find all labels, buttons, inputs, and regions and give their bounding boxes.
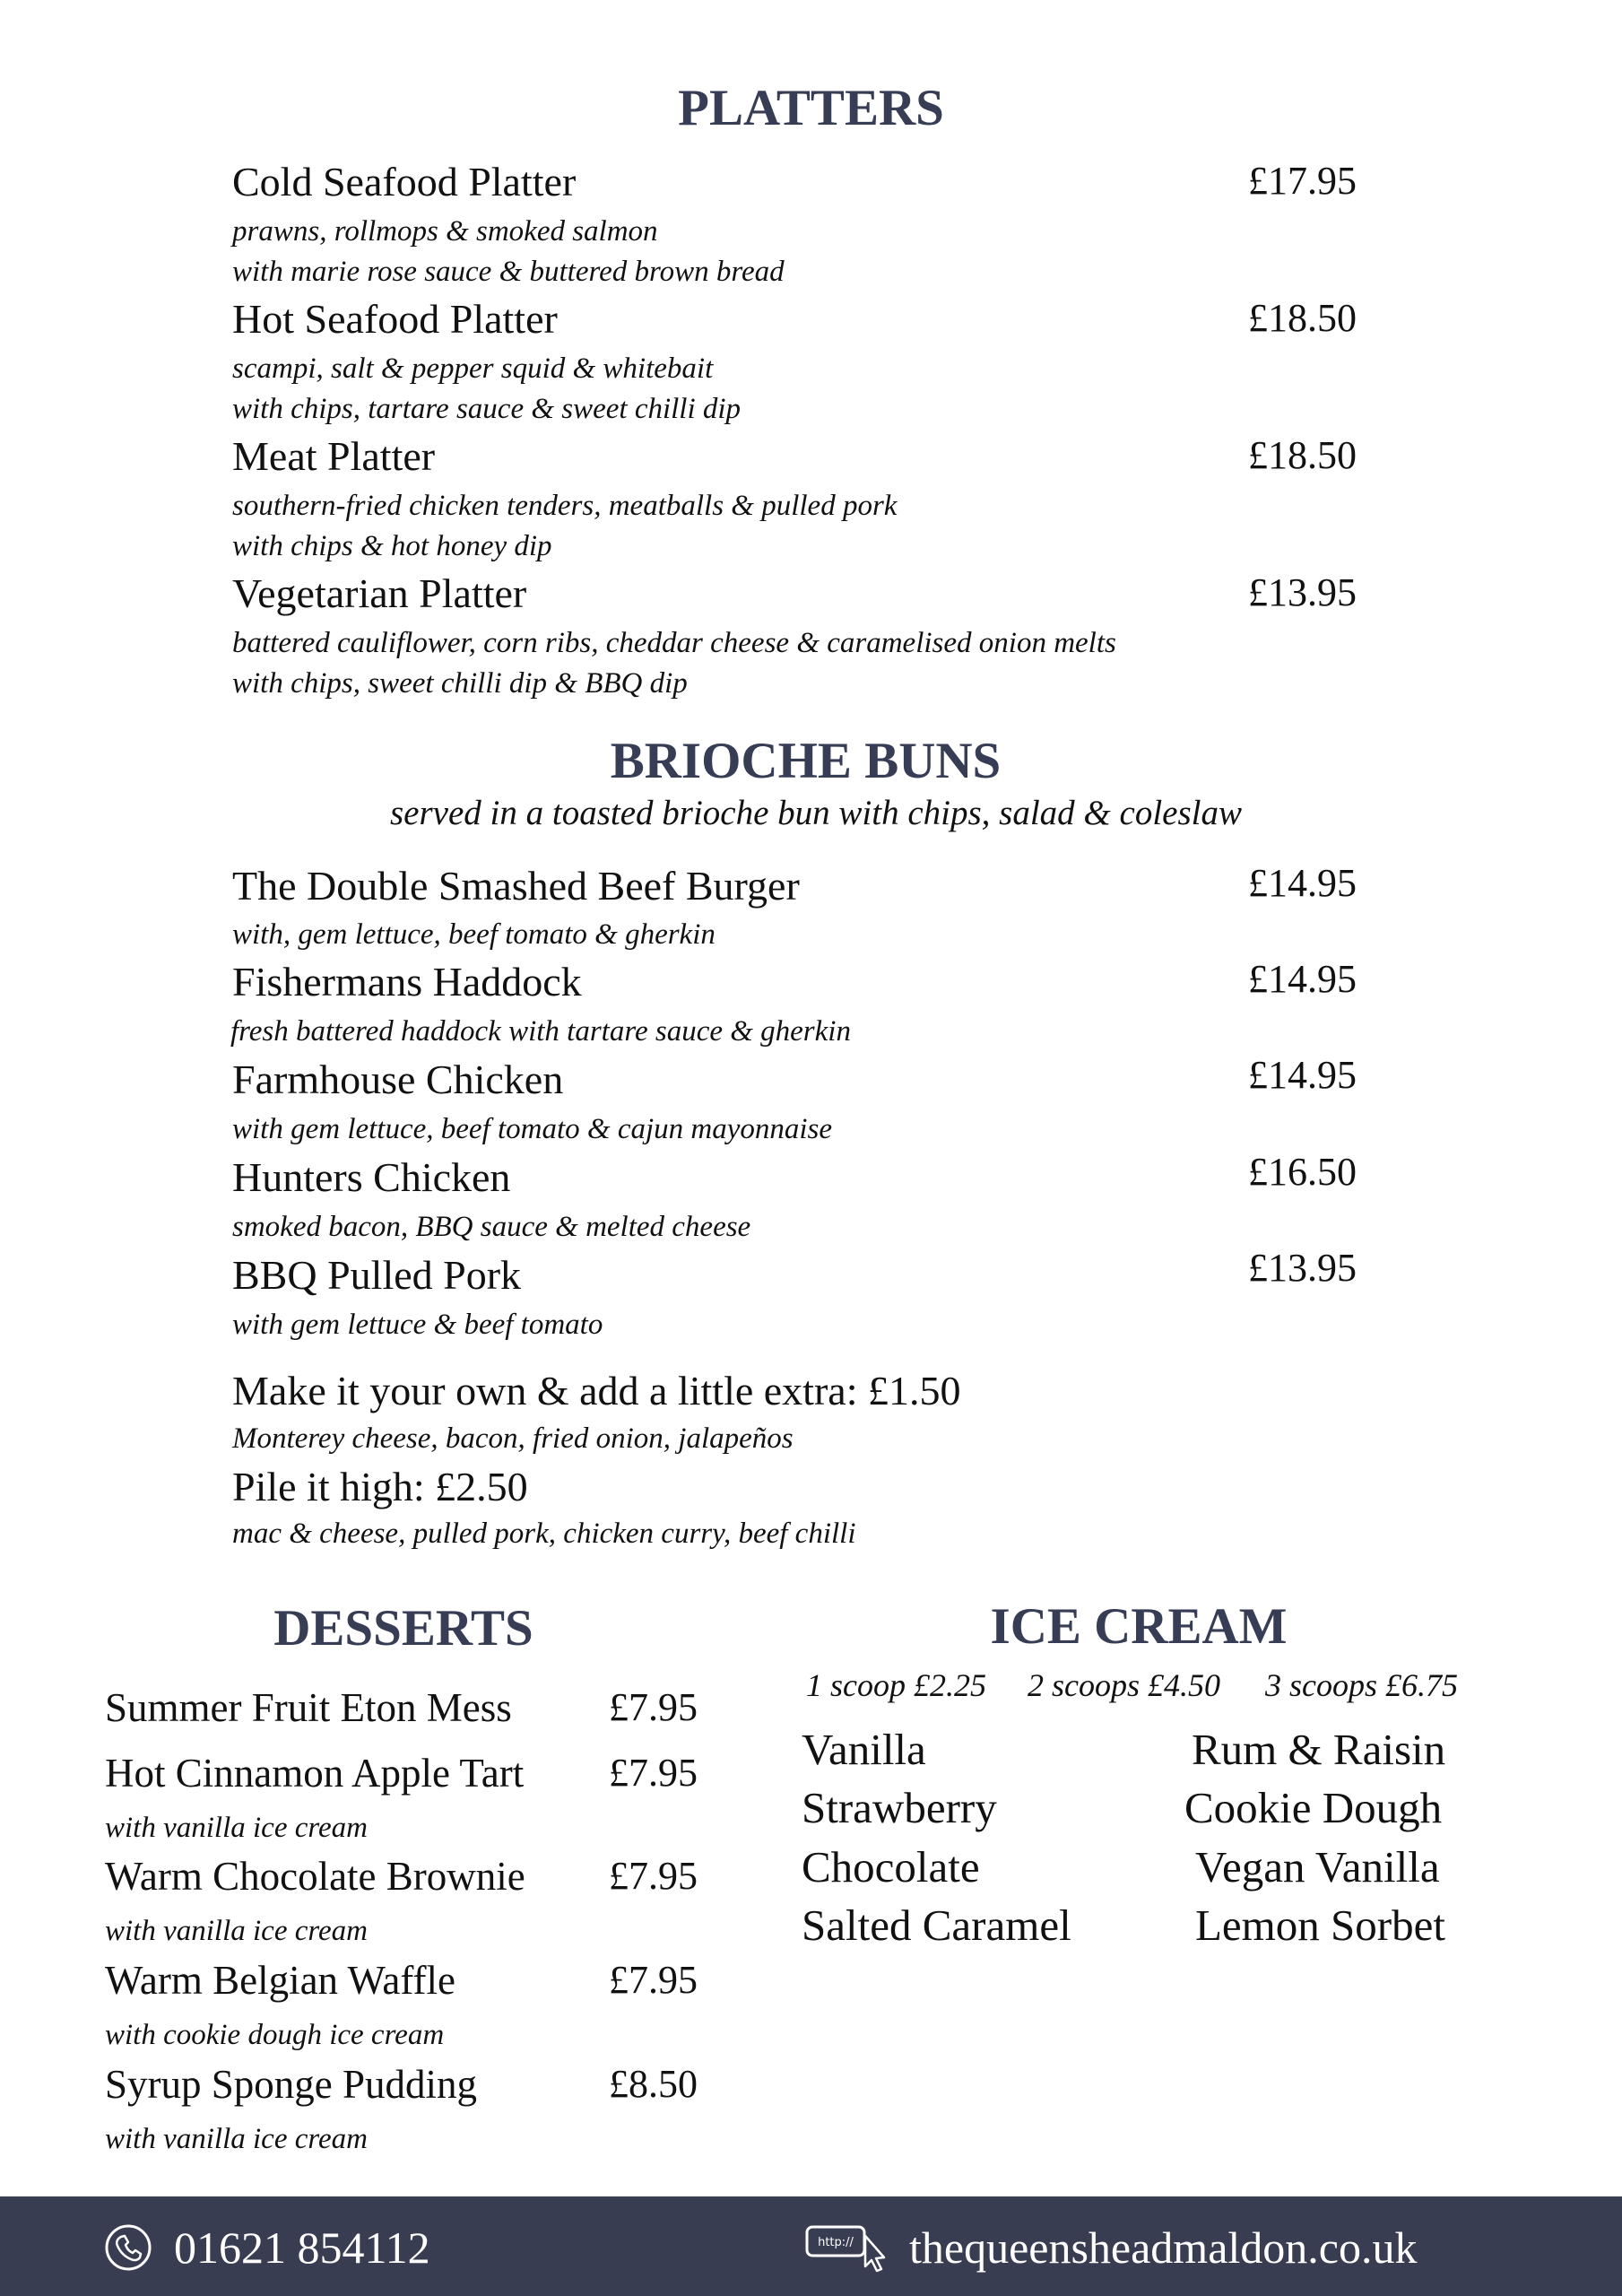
platter-desc: with chips, sweet chilli dip & BBQ dip — [232, 667, 688, 700]
ice-cream-flavour: Vegan Vanilla — [1195, 1842, 1440, 1892]
ice-cream-flavour: Strawberry — [802, 1783, 997, 1832]
dessert-price: £7.95 — [609, 1854, 698, 1898]
platter-name: Cold Seafood Platter — [232, 159, 577, 204]
brioche-name: BBQ Pulled Pork — [232, 1252, 522, 1298]
brioche-subtitle: served in a toasted brioche bun with chips, salad & coleslaw — [390, 794, 1242, 832]
brioche-desc: with gem lettuce, beef tomato & cajun mayonnaise — [232, 1113, 833, 1145]
ice-cream-flavour: Rum & Raisin — [1192, 1725, 1446, 1774]
dessert-name: Hot Cinnamon Apple Tart — [105, 1751, 525, 1796]
extra-desc: mac & cheese, pulled pork, chicken curry, beef chilli — [232, 1518, 856, 1550]
ice-cream-flavour: Salted Caramel — [802, 1900, 1071, 1950]
web-icon-label: http:// — [818, 2236, 854, 2249]
platter-name: Meat Platter — [232, 433, 436, 479]
ice-cream-flavour: Cookie Dough — [1184, 1783, 1443, 1832]
dessert-desc: with cookie dough ice cream — [105, 2019, 445, 2051]
ice-cream-flavour: Lemon Sorbet — [1195, 1900, 1445, 1950]
brioche-price: £16.50 — [1248, 1150, 1357, 1194]
dessert-desc: with vanilla ice cream — [105, 2123, 368, 2155]
platter-desc: battered cauliflower, corn ribs, cheddar cheese & caramelised onion melts — [232, 627, 1116, 659]
web-browser-icon — [804, 2216, 890, 2275]
platter-name: Vegetarian Platter — [232, 570, 527, 616]
platter-price: £18.50 — [1248, 296, 1357, 340]
ice-cream-price: 1 scoop £2.25 — [806, 1667, 986, 1703]
ice-cream-flavour: Chocolate — [802, 1842, 980, 1892]
platter-price: £18.50 — [1248, 433, 1357, 477]
ice-cream-heading: ICE CREAM — [990, 1598, 1288, 1655]
platter-desc: scampi, salt & pepper squid & whitebait — [232, 352, 714, 385]
brioche-price: £13.95 — [1248, 1246, 1357, 1290]
platter-desc: southern-fried chicken tenders, meatballs & pulled pork — [232, 490, 898, 522]
dessert-price: £7.95 — [609, 1751, 698, 1795]
dessert-price: £8.50 — [609, 2062, 698, 2106]
desserts-heading: DESSERTS — [273, 1600, 533, 1657]
brioche-price: £14.95 — [1248, 1053, 1357, 1097]
dessert-price: £7.95 — [609, 1958, 698, 2002]
dessert-name: Summer Fruit Eton Mess — [105, 1685, 512, 1730]
dessert-name: Warm Chocolate Brownie — [105, 1854, 525, 1899]
brioche-price: £14.95 — [1248, 957, 1357, 1001]
platter-price: £17.95 — [1248, 159, 1357, 203]
extra-label: Pile it high: £2.50 — [232, 1464, 528, 1509]
platter-desc: with marie rose sauce & buttered brown bread — [232, 256, 785, 288]
brioche-desc: with, gem lettuce, beef tomato & gherkin — [232, 918, 716, 951]
brioche-price: £14.95 — [1248, 861, 1357, 905]
brioche-name: The Double Smashed Beef Burger — [232, 863, 800, 909]
dessert-name: Warm Belgian Waffle — [105, 1958, 455, 2003]
platter-name: Hot Seafood Platter — [232, 296, 558, 342]
dessert-price: £7.95 — [609, 1685, 698, 1729]
dessert-desc: with vanilla ice cream — [105, 1812, 368, 1844]
brioche-heading: BRIOCHE BUNS — [610, 733, 1002, 789]
ice-cream-price: 2 scoops £4.50 — [1028, 1667, 1220, 1703]
platters-heading: PLATTERS — [678, 80, 944, 136]
dessert-desc: with vanilla ice cream — [105, 1915, 368, 1947]
website-link[interactable]: thequeensheadmaldon.co.uk — [909, 2222, 1418, 2273]
extra-label: Make it your own & add a little extra: £1.50 — [232, 1368, 961, 1413]
platter-price: £13.95 — [1248, 570, 1357, 614]
ice-cream-flavour: Vanilla — [802, 1725, 926, 1774]
platter-desc: prawns, rollmops & smoked salmon — [232, 215, 658, 248]
footer-bar — [0, 2196, 1622, 2296]
platter-desc: with chips & hot honey dip — [232, 530, 552, 562]
brioche-name: Fishermans Haddock — [232, 959, 582, 1004]
phone-icon — [104, 2223, 152, 2272]
brioche-name: Farmhouse Chicken — [232, 1057, 564, 1102]
dessert-name: Syrup Sponge Pudding — [105, 2062, 478, 2107]
brioche-name: Hunters Chicken — [232, 1154, 511, 1200]
platter-desc: with chips, tartare sauce & sweet chilli dip — [232, 393, 742, 425]
phone-number[interactable]: 01621 854112 — [174, 2222, 430, 2273]
extra-desc: Monterey cheese, bacon, fried onion, jalapeños — [232, 1422, 794, 1455]
brioche-desc: with gem lettuce & beef tomato — [232, 1309, 603, 1341]
brioche-desc: fresh battered haddock with tartare sauce & gherkin — [230, 1015, 851, 1048]
brioche-desc: smoked bacon, BBQ sauce & melted cheese — [232, 1211, 751, 1243]
ice-cream-price: 3 scoops £6.75 — [1265, 1667, 1458, 1703]
